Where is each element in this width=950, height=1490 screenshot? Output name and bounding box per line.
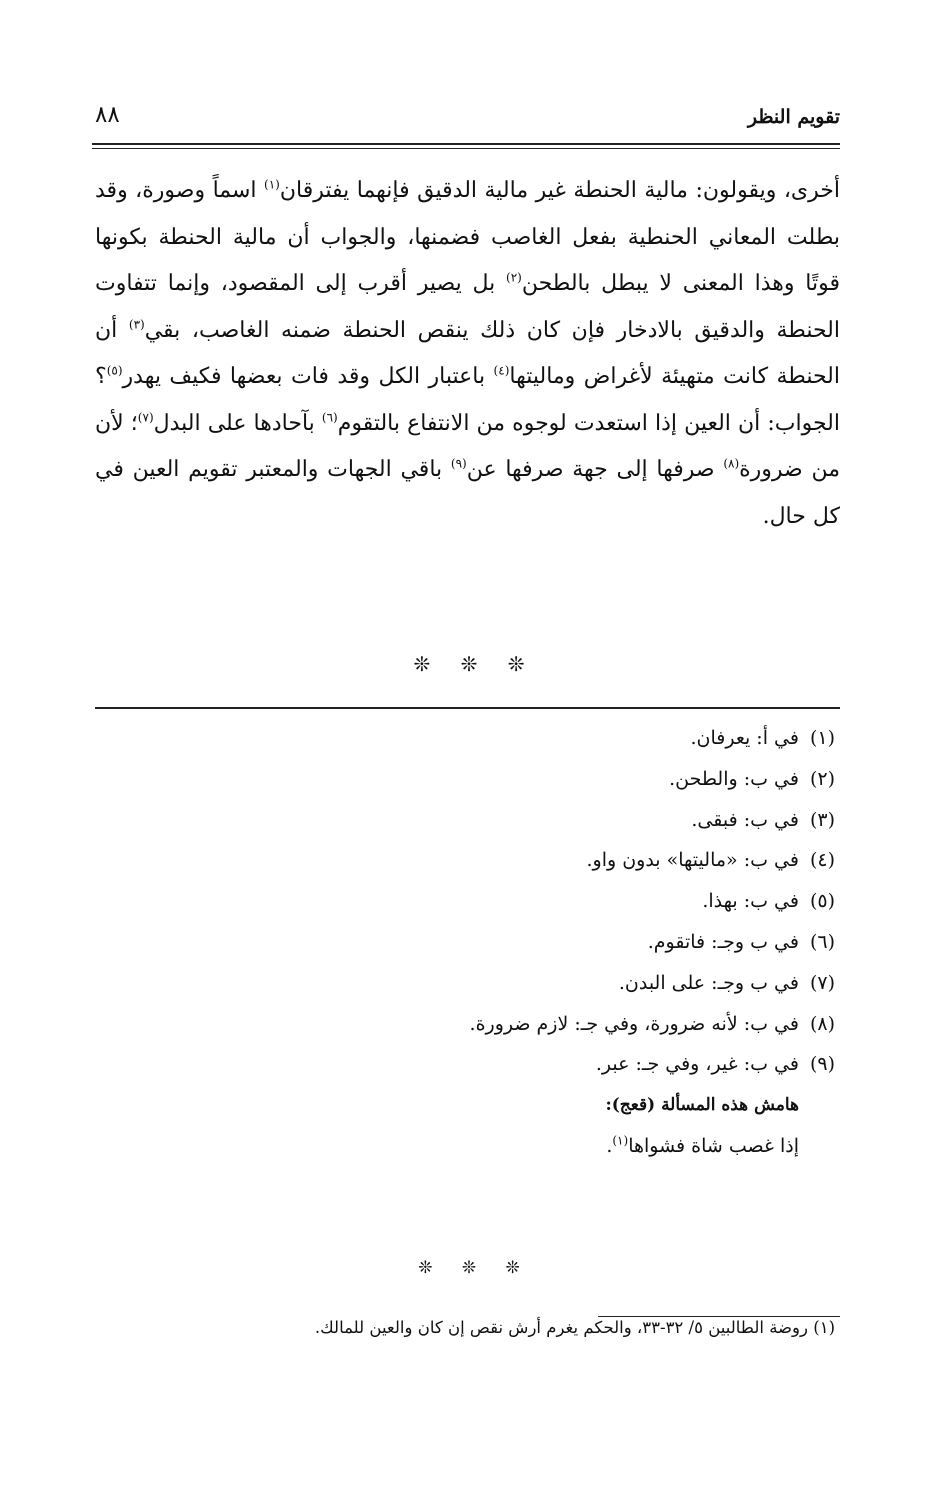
footnote-rule	[95, 707, 840, 709]
footnote-item: (٣) في ب: فبقى.	[691, 808, 835, 831]
section-separator: ❊ ❊ ❊	[413, 652, 537, 676]
footnote-item: (٩) في ب: غير، وفي جـ: عبر.	[595, 1053, 835, 1076]
footnote-item: (٥) في ب: بهذا.	[702, 890, 835, 913]
margin-note-heading: هامش هذه المسألة (قعج):	[605, 1095, 799, 1116]
margin-note-text: إذا غصب شاة فشواها$^{(١)}$.	[606, 1133, 799, 1157]
page-header	[95, 100, 840, 136]
section-separator-bottom: ❊ ❊ ❊	[418, 1258, 532, 1278]
header-rule-thin	[92, 148, 840, 149]
running-title: تقويم النظر	[747, 106, 840, 128]
footnote-item: (١) في أ: يعرفان.	[690, 727, 835, 749]
footnote-item: (٧) في ب وجـ: على البدن.	[618, 971, 835, 994]
footnote-item: (٤) في ب: «ماليتها» بدون واو.	[586, 849, 835, 872]
page-number: ٨٨	[95, 102, 120, 128]
main-paragraph: أخرى، ويقولون: مالية الحنطة غير مالية الدقيق فإنهما يفترقان$^{(١)}$ اسماً وصورة، وقد بطلت المعاني الحنطية بفعل الغاصب فضمنها، والجواب أن مالية الحنطة بكونها قوتًا وهذا المعنى لا يبطل بالطحن$^{(٢)}$ بل يصير أقرب إلى المقصود، وإنما تتفاوت الحنطة والدقيق بالادخار فإن كان ذلك ينقص الحنطة ضمنه الغاصب، بقي$^{(٣)}$ أن الحنطة كانت متهيئة لأغراض ومالیتها$^{(٤)}$ باعتبار الكل وقد فات بعضها فكيف يهدر$^{(٥)}$؟ الجواب: أن العين إذا استعدت لوجوه من الانتفاع بالتقوم$^{(٦)}$ بآحادها على البدل$^{(٧)}$؛ لأن من ضرورة$^{(٨)}$ صرفها إلى جهة صرفها عن$^{(٩)}$ باقي الجهات والمعتبر تقويم العين في كل حال.	[95, 177, 840, 529]
reference-note: (١) روضة الطالبين ٥/ ٣٢-٣٣، والحكم يغرم أرش نقص إن كان والعين للمالك.	[314, 1318, 835, 1337]
reference-rule	[598, 1316, 840, 1317]
footnote-item: (٢) في ب: والطحن.	[669, 767, 835, 790]
margin-note	[95, 1085, 835, 1167]
header-rule-thick	[92, 143, 840, 145]
main-text	[95, 168, 840, 540]
footnotes	[95, 718, 835, 1167]
footnote-item: (٨) في ب: لأنه ضرورة، وفي جـ: لازم ضرورة.	[469, 1012, 835, 1035]
footnote-item: (٦) في ب وجـ: فاتقوم.	[647, 930, 835, 953]
